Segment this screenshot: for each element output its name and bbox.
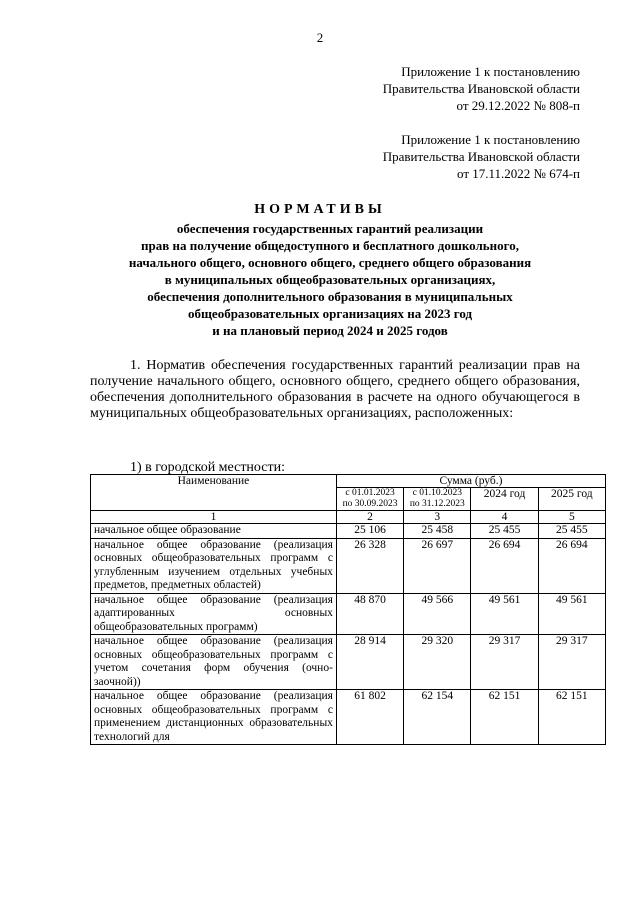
- location-label: 1) в городской местности:: [130, 460, 285, 475]
- row-value: 29 317: [538, 635, 605, 690]
- header-year-2025: 2025 год: [538, 488, 605, 511]
- row-value: 49 561: [538, 593, 605, 635]
- subtitle-line: и на плановый период 2024 и 2025 годов: [212, 323, 448, 338]
- column-number: 4: [471, 511, 538, 524]
- row-value: 29 317: [471, 635, 538, 690]
- table-row: [91, 524, 606, 539]
- table-header-row: [91, 475, 606, 488]
- subtitle-line: обеспечения государственных гарантий реализации: [176, 221, 484, 236]
- subtitle-line: обеспечения дополнительного образования в муниципальных: [147, 289, 513, 304]
- header-period-1: с 01.01.2023 по 30.09.2023: [336, 488, 403, 511]
- row-value: 62 151: [471, 690, 538, 745]
- subtitle-line: общеобразовательных организациях на 2023 год: [187, 306, 473, 321]
- appendix-line: Приложение 1 к постановлению: [401, 64, 580, 79]
- column-number: 5: [538, 511, 605, 524]
- table-row: [91, 538, 606, 593]
- subtitle-line: в муниципальных общеобразовательных организациях,: [164, 272, 496, 287]
- column-number: 1: [91, 511, 337, 524]
- column-number: 2: [336, 511, 403, 524]
- row-value: 62 154: [404, 690, 471, 745]
- row-value: 25 455: [471, 524, 538, 539]
- norms-table: [90, 474, 606, 745]
- appendix-line: от 29.12.2022 № 808-п: [456, 98, 580, 113]
- row-name: начальное общее образование (реализация основных общеобразовательных программ с углубленным изучением отдельных учебных предметов, предметных областей): [91, 538, 337, 593]
- appendix-line: Правительства Ивановской области: [382, 81, 580, 96]
- row-value: 28 914: [336, 635, 403, 690]
- header-year-2024: 2024 год: [471, 488, 538, 511]
- row-value: 49 566: [404, 593, 471, 635]
- row-name: начальное общее образование (реализация основных общеобразовательных программ с учетом сочетания форм обучения (очно-заочной)): [91, 635, 337, 690]
- row-value: 26 694: [471, 538, 538, 593]
- paragraph-text: 1. Норматив обеспечения государственных гарантий реализации прав на получение начального общего, основного общего, среднего общего образования, обеспечения дополнительного образования в расчете на одного обучающегося в муниципальных общеобразовательных организациях, расположенных:: [90, 358, 580, 421]
- row-value: 26 328: [336, 538, 403, 593]
- body-paragraph: [90, 358, 580, 422]
- row-value: 25 106: [336, 524, 403, 539]
- row-value: 25 458: [404, 524, 471, 539]
- appendix-line: Правительства Ивановской области: [382, 149, 580, 164]
- row-value: 49 561: [471, 593, 538, 635]
- row-name: начальное общее образование (реализация адаптированных основных общеобразовательных программ): [91, 593, 337, 635]
- header-period-2: с 01.10.2023 по 31.12.2023: [404, 488, 471, 511]
- appendix-line: от 17.11.2022 № 674-п: [457, 166, 580, 181]
- table-row: [91, 635, 606, 690]
- row-value: 25 455: [538, 524, 605, 539]
- row-value: 62 151: [538, 690, 605, 745]
- appendix-reference-1: [383, 63, 580, 114]
- row-value: 29 320: [404, 635, 471, 690]
- document-subtitle: [80, 220, 580, 339]
- column-number: 3: [404, 511, 471, 524]
- table-row: [91, 593, 606, 635]
- document-title: НОРМАТИВЫ: [254, 202, 386, 217]
- row-name: начальное общее образование (реализация основных общеобразовательных программ с применением дистанционных образовательных технологий для: [91, 690, 337, 745]
- subtitle-line: начального общего, основного общего, среднего общего образования: [128, 255, 532, 270]
- subtitle-line: прав на получение общедоступного и бесплатного дошкольного,: [141, 238, 519, 253]
- header-name: Наименование: [91, 475, 337, 511]
- row-value: 61 802: [336, 690, 403, 745]
- row-value: 48 870: [336, 593, 403, 635]
- page-number: 2: [316, 30, 324, 45]
- table-row: [91, 690, 606, 745]
- appendix-reference-2: [383, 131, 580, 182]
- header-sum: Сумма (руб.): [336, 475, 605, 488]
- row-value: 26 697: [404, 538, 471, 593]
- column-number-row: [91, 511, 606, 524]
- row-name: начальное общее образование: [91, 524, 337, 539]
- appendix-line: Приложение 1 к постановлению: [401, 132, 580, 147]
- row-value: 26 694: [538, 538, 605, 593]
